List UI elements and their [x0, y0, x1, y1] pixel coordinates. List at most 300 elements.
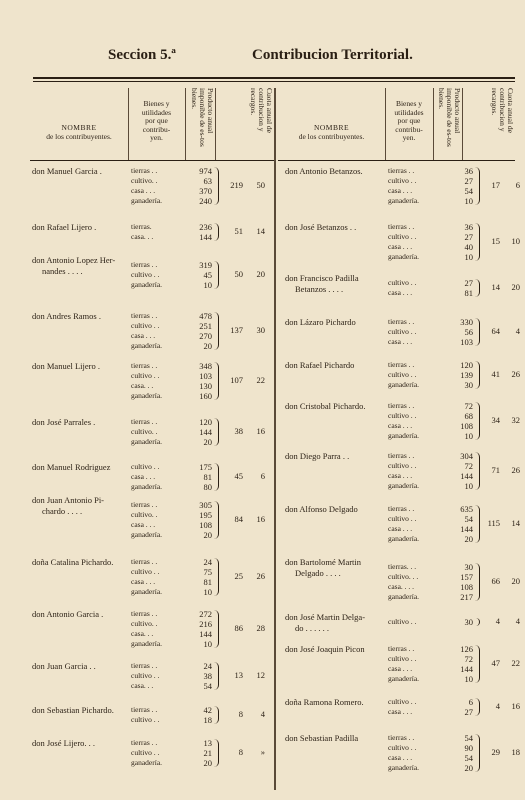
property-category: casa . . . — [388, 337, 413, 346]
col-header-name — [284, 124, 379, 141]
quota-reales: 71 — [491, 465, 500, 475]
quota-reales: 15 — [491, 236, 500, 246]
property-category: cultivo. . — [131, 176, 158, 185]
contributor-name: don José Parrales . — [32, 417, 96, 427]
product-value: 72 — [464, 461, 473, 471]
product-value: 68 — [464, 411, 473, 421]
property-category: ganadería. — [131, 482, 163, 491]
property-category: ganadería. — [131, 530, 163, 539]
product-value: 90 — [464, 743, 473, 753]
property-category: tierras . . — [131, 738, 158, 747]
product-value: 157 — [460, 572, 473, 582]
property-category: ganadería. — [388, 674, 420, 683]
property-category: tierras . . — [388, 166, 415, 175]
property-category: tierras . . — [388, 733, 415, 742]
col-separator — [385, 88, 386, 160]
contributor-name: don Sebastian Pichardo. — [32, 705, 114, 715]
property-category: tierras . . — [388, 222, 415, 231]
contributor-name: doña Ramona Romero. — [285, 697, 364, 707]
product-value: 72 — [464, 654, 473, 664]
quota-total — [479, 326, 520, 336]
property-category: tierras. . . — [388, 562, 417, 571]
col-header-producto: Producto anual imponible de es-tos bienes. — [437, 88, 462, 147]
product-value: 20 — [203, 530, 212, 540]
product-value: 10 — [203, 639, 212, 649]
product-value: 56 — [464, 327, 473, 337]
property-category: casa . . . — [388, 242, 413, 251]
col-header-bienes-line: contribu- — [395, 124, 423, 134]
product-value: 10 — [464, 674, 473, 684]
property-category: tierras . . — [131, 661, 158, 670]
property-category: ganadería. — [131, 391, 163, 400]
product-value: 27 — [464, 232, 473, 242]
product-value: 10 — [464, 252, 473, 262]
quota-maravedis: 18 — [511, 747, 520, 757]
quota-maravedis: 6 — [515, 180, 520, 190]
contributor-name: don Alfonso Delgado — [285, 504, 358, 514]
product-value: 144 — [199, 427, 212, 437]
product-value: 30 — [464, 380, 473, 390]
product-value: 216 — [199, 619, 212, 629]
col-header-bienes-line: contribu- — [142, 124, 171, 134]
product-value: 108 — [199, 520, 212, 530]
property-category: ganadería. — [131, 639, 163, 648]
product-value: 18 — [203, 715, 212, 725]
quota-total — [479, 518, 520, 528]
property-category: cultivo . . — [388, 370, 417, 379]
col-separator — [215, 88, 216, 160]
contributor-name: don Francisco Padilla — [285, 273, 359, 283]
contributor-name: nandes . . . . — [42, 266, 83, 276]
quota-total — [479, 236, 520, 246]
contributor-name: don José Joaquin Picon — [285, 644, 365, 654]
property-category: cultivo . . — [388, 743, 417, 752]
col-header-bienes-line: Bienes y — [143, 99, 170, 108]
property-category: tierras . . — [388, 644, 415, 653]
col-header-bienes-line: por que — [145, 116, 168, 125]
col-header-bienes-line: Bienes y — [395, 99, 423, 108]
property-category: cultivo . . — [131, 371, 160, 380]
quota-maravedis: 10 — [511, 236, 520, 246]
quota-total — [218, 426, 265, 436]
product-value: 236 — [199, 222, 212, 232]
property-category: ganadería. — [388, 481, 420, 490]
property-category: tierras . . — [131, 557, 158, 566]
property-category: tierras . . — [131, 609, 158, 618]
contributor-name: don Diego Parra . . — [285, 451, 350, 461]
product-value: 10 — [464, 196, 473, 206]
property-category: cultivo . . — [388, 461, 417, 470]
col-header-cuota: Cuota anual de contribucion y recargos. — [490, 88, 515, 133]
center-separator — [274, 88, 276, 790]
col-separator — [433, 88, 434, 160]
contributor-name: don Antonio Lopez Her- — [32, 255, 116, 265]
quota-reales: 84 — [234, 514, 243, 524]
quota-total — [218, 180, 265, 190]
quota-total — [479, 465, 520, 475]
contributor-name: don Rafael Lijero . — [32, 222, 97, 232]
quota-total — [479, 180, 520, 190]
col-header-bienes — [385, 100, 433, 143]
product-value: 10 — [464, 481, 473, 491]
property-category: cultivo . . — [388, 654, 417, 663]
quota-reales: 25 — [234, 571, 243, 581]
property-category: casa . . . — [388, 664, 413, 673]
property-category: cultivo. . — [131, 510, 158, 519]
contributor-name: don Antonio Betanzos. — [285, 166, 363, 176]
property-category: ganadería. — [388, 592, 420, 601]
contributor-name: don Manuel Garcia . — [32, 166, 102, 176]
page-title: Contribucion Territorial. — [252, 47, 413, 63]
product-value: 63 — [203, 176, 212, 186]
property-category: tierras . . — [131, 361, 158, 370]
col-separator — [462, 88, 463, 160]
quota-reales: 50 — [234, 269, 243, 279]
quota-maravedis: 22 — [511, 658, 520, 668]
quota-maravedis: » — [260, 747, 265, 757]
property-category: casa . . . — [388, 753, 413, 762]
quota-maravedis: 20 — [511, 282, 520, 292]
property-category: cultivo . . — [388, 617, 417, 626]
product-value: 330 — [460, 317, 473, 327]
property-category: casa. . . . — [388, 582, 415, 591]
product-value: 103 — [199, 371, 212, 381]
quota-total — [218, 375, 265, 385]
property-category: ganadería. — [131, 280, 163, 289]
quota-reales: 29 — [491, 747, 500, 757]
contributor-name: don Manuel Rodriguez — [32, 462, 111, 472]
product-value: 240 — [199, 196, 212, 206]
contributor-name: Betanzos . . . . — [295, 284, 344, 294]
quota-reales: 8 — [238, 747, 243, 757]
header-bottom-rule — [30, 160, 274, 161]
quota-reales: 66 — [491, 576, 500, 586]
product-value: 195 — [199, 510, 212, 520]
product-value: 175 — [199, 462, 212, 472]
property-category: cultivo . . — [388, 411, 417, 420]
quota-total — [218, 471, 265, 481]
product-value: 144 — [199, 232, 212, 242]
product-value: 635 — [460, 504, 473, 514]
property-category: cultivo . . — [131, 321, 160, 330]
quota-maravedis: 14 — [256, 226, 265, 236]
product-value: 27 — [464, 278, 473, 288]
quota-total — [479, 369, 520, 379]
product-value: 139 — [460, 370, 473, 380]
property-category: tierras . . — [131, 311, 158, 320]
property-category: ganadería. — [131, 196, 163, 205]
property-category: cultivo . . — [388, 697, 417, 706]
property-category: cultivo. . . — [388, 572, 419, 581]
product-value: 20 — [203, 758, 212, 768]
property-category: casa . . . — [388, 524, 413, 533]
quota-maravedis: 16 — [256, 426, 265, 436]
property-category: ganadería. — [388, 380, 420, 389]
quota-total — [479, 282, 520, 292]
col-header-bienes-line: utilidades — [394, 107, 424, 117]
product-value: 108 — [460, 582, 473, 592]
quota-maravedis: 4 — [515, 326, 520, 336]
product-value: 217 — [460, 592, 473, 602]
product-value: 81 — [203, 577, 212, 587]
quota-reales: 8 — [238, 709, 243, 719]
product-value: 103 — [460, 337, 473, 347]
product-value: 160 — [199, 391, 212, 401]
col-header-name-line: de los contribuyentes. — [46, 131, 112, 141]
property-category: casa. . . — [131, 681, 154, 690]
quota-total — [479, 747, 520, 757]
product-value: 27 — [464, 707, 473, 717]
contributor-name: do . . . . . . — [295, 623, 329, 633]
product-value: 54 — [464, 733, 473, 743]
property-category: cultivo . . — [131, 671, 160, 680]
quota-reales: 45 — [234, 471, 243, 481]
product-value: 20 — [203, 437, 212, 447]
quota-total — [218, 747, 265, 757]
property-category: cultivo . . — [131, 567, 160, 576]
quota-maravedis: 32 — [511, 415, 520, 425]
col-header-bienes — [128, 100, 185, 143]
property-category: ganadería. — [388, 534, 420, 543]
property-category: casa. . . — [131, 629, 154, 638]
contributor-name: chardo . . . . — [42, 506, 83, 516]
product-value: 144 — [460, 664, 473, 674]
product-value: 40 — [464, 242, 473, 252]
contributor-name: don José Martin Delga- — [285, 612, 366, 622]
quota-total — [218, 571, 265, 581]
col-header-bienes-line: por que — [397, 116, 421, 125]
property-category: casa . . . — [388, 186, 413, 195]
property-category: tierras . . — [131, 417, 158, 426]
quota-reales: 4 — [495, 616, 500, 626]
product-value: 6 — [468, 697, 473, 707]
product-value: 272 — [199, 609, 212, 619]
quota-reales: 14 — [491, 282, 500, 292]
contributor-name: don José Betanzos . . — [285, 222, 357, 232]
product-value: 144 — [199, 629, 212, 639]
product-value: 81 — [464, 288, 473, 298]
product-value: 75 — [203, 567, 212, 577]
property-category: cultivo . . — [131, 748, 160, 757]
product-value: 120 — [199, 417, 212, 427]
quota-maravedis: 26 — [511, 369, 520, 379]
property-category: casa . . . — [131, 331, 156, 340]
col-separator — [128, 88, 129, 160]
quota-reales: 13 — [234, 670, 243, 680]
property-category: casa . . . — [131, 577, 156, 586]
property-category: casa. . . — [131, 232, 154, 241]
property-category: tierras . . — [388, 451, 415, 460]
product-value: 10 — [203, 280, 212, 290]
product-value: 24 — [203, 661, 212, 671]
contributor-name: don Andres Ramos . — [32, 311, 101, 321]
property-category: ganadería. — [388, 196, 420, 205]
property-category: cultivo . . — [388, 514, 417, 523]
product-value: 10 — [203, 587, 212, 597]
quota-maravedis: 14 — [511, 518, 520, 528]
contributor-name: don Sebastian Padilla — [285, 733, 359, 743]
section-label: Seccion 5.ª — [108, 47, 176, 63]
quota-reales: 47 — [491, 658, 500, 668]
product-value: 80 — [203, 482, 212, 492]
property-category: tierras. — [131, 222, 152, 231]
property-category: ganadería. — [131, 587, 163, 596]
top-rule — [33, 77, 515, 79]
col-header-bienes-line: yen. — [402, 133, 416, 142]
quota-total — [479, 576, 520, 586]
quota-maravedis: 50 — [256, 180, 265, 190]
quota-reales: 64 — [491, 326, 500, 336]
quota-total — [479, 658, 520, 668]
product-value: 42 — [203, 705, 212, 715]
product-value: 144 — [460, 471, 473, 481]
col-header-name-line: NOMBRE — [61, 123, 97, 132]
contributor-name: don José Lijero. . . — [32, 738, 96, 748]
property-category: tierras . . — [131, 166, 158, 175]
product-value: 54 — [464, 753, 473, 763]
product-value: 304 — [460, 451, 473, 461]
contributor-name: don Bartolomé Martin — [285, 557, 362, 567]
property-category: cultivo . . — [388, 327, 417, 336]
property-category: ganadería. — [131, 341, 163, 350]
product-value: 30 — [464, 617, 473, 627]
property-category: cultivo . . — [131, 270, 160, 279]
quota-reales: 51 — [234, 226, 243, 236]
quota-total — [218, 226, 265, 236]
col-header-bienes-line: utilidades — [141, 107, 172, 117]
quota-total — [218, 670, 265, 680]
product-value: 478 — [199, 311, 212, 321]
contributor-name: don Juan Antonio Pi- — [32, 495, 105, 505]
quota-reales: 219 — [230, 180, 243, 190]
quota-maravedis: 26 — [256, 571, 265, 581]
product-value: 30 — [464, 562, 473, 572]
contributor-name: don Rafael Pichardo — [285, 360, 355, 370]
product-value: 126 — [460, 644, 473, 654]
property-category: tierras . . — [388, 504, 415, 513]
quota-maravedis: 4 — [515, 616, 520, 626]
product-value: 305 — [199, 500, 212, 510]
quota-total — [218, 325, 265, 335]
quota-reales: 41 — [491, 369, 500, 379]
product-value: 54 — [203, 681, 212, 691]
quota-reales: 17 — [491, 180, 500, 190]
col-header-name-line: de los contribuyentes. — [298, 131, 365, 141]
quota-reales: 38 — [234, 426, 243, 436]
product-value: 27 — [464, 176, 473, 186]
property-category: cultivo . . — [388, 176, 417, 185]
property-category: tierras . . — [388, 317, 415, 326]
product-value: 251 — [199, 321, 212, 331]
property-category: ganadería. — [388, 763, 420, 772]
property-category: ganadería. — [131, 758, 163, 767]
col-header-producto: Producto anual imponible de es-tos bienes. — [190, 88, 215, 147]
quota-total — [218, 514, 265, 524]
product-value: 144 — [460, 524, 473, 534]
quota-total — [479, 415, 520, 425]
property-category: cultivo . . — [131, 715, 160, 724]
property-category: casa . . . — [388, 421, 413, 430]
quota-maravedis: 30 — [256, 325, 265, 335]
quota-reales: 115 — [487, 518, 500, 528]
property-category: casa. . . — [131, 381, 154, 390]
quota-reales: 86 — [234, 623, 243, 633]
quota-maravedis: 16 — [256, 514, 265, 524]
product-value: 20 — [464, 534, 473, 544]
property-category: cultivo . . — [388, 278, 417, 287]
quota-maravedis: 16 — [511, 701, 520, 711]
quota-maravedis: 22 — [256, 375, 265, 385]
property-category: cultivo. . — [131, 619, 158, 628]
quota-maravedis: 12 — [256, 670, 265, 680]
contributor-name: don Cristobal Pichardo. — [285, 401, 366, 411]
contributor-name: don Lázaro Pichardo — [285, 317, 356, 327]
product-value: 54 — [464, 514, 473, 524]
quota-total — [218, 623, 265, 633]
product-value: 38 — [203, 671, 212, 681]
product-value: 348 — [199, 361, 212, 371]
contributor-name: don Juan Garcia . . — [32, 661, 96, 671]
product-value: 319 — [199, 260, 212, 270]
product-value: 13 — [203, 738, 212, 748]
property-category: cultivo. . — [131, 427, 158, 436]
quota-maravedis: 26 — [511, 465, 520, 475]
product-value: 974 — [199, 166, 212, 176]
quota-total — [479, 616, 520, 626]
property-category: tierras . . — [131, 705, 158, 714]
quota-reales: 107 — [230, 375, 243, 385]
quota-reales: 137 — [230, 325, 243, 335]
col-separator — [185, 88, 186, 160]
col-header-name-line: NOMBRE — [313, 123, 350, 132]
product-value: 45 — [203, 270, 212, 280]
quota-maravedis: 4 — [260, 709, 265, 719]
property-category: casa . . . — [388, 471, 413, 480]
product-value: 20 — [464, 763, 473, 773]
product-value: 24 — [203, 557, 212, 567]
product-value: 54 — [464, 186, 473, 196]
contributor-name: doña Catalina Pichardo. — [32, 557, 114, 567]
contributor-name: Delgado . . . . — [295, 568, 341, 578]
product-value: 270 — [199, 331, 212, 341]
property-category: casa . . . — [131, 520, 156, 529]
property-category: casa . . . — [388, 707, 413, 716]
property-category: ganadería. — [388, 252, 420, 261]
col-header-bienes-line: yen. — [150, 133, 163, 142]
quota-maravedis: 6 — [260, 471, 265, 481]
property-category: cultivo . . — [388, 232, 417, 241]
product-value: 81 — [203, 472, 212, 482]
product-value: 21 — [203, 748, 212, 758]
product-value: 36 — [464, 166, 473, 176]
product-value: 130 — [199, 381, 212, 391]
property-category: tierras . . — [388, 401, 415, 410]
property-category: tierras . . — [131, 260, 158, 269]
quota-reales: 34 — [491, 415, 500, 425]
product-value: 108 — [460, 421, 473, 431]
quota-total — [218, 709, 265, 719]
property-category: casa . . . — [131, 472, 156, 481]
col-header-name — [36, 124, 122, 141]
quota-reales: 4 — [495, 701, 500, 711]
property-category: tierras . . — [388, 360, 415, 369]
property-category: ganadería. — [131, 437, 163, 446]
quota-maravedis: 20 — [256, 269, 265, 279]
product-value: 36 — [464, 222, 473, 232]
product-value: 370 — [199, 186, 212, 196]
property-category: tierras . . — [131, 500, 158, 509]
top-rule-thin — [33, 81, 515, 82]
